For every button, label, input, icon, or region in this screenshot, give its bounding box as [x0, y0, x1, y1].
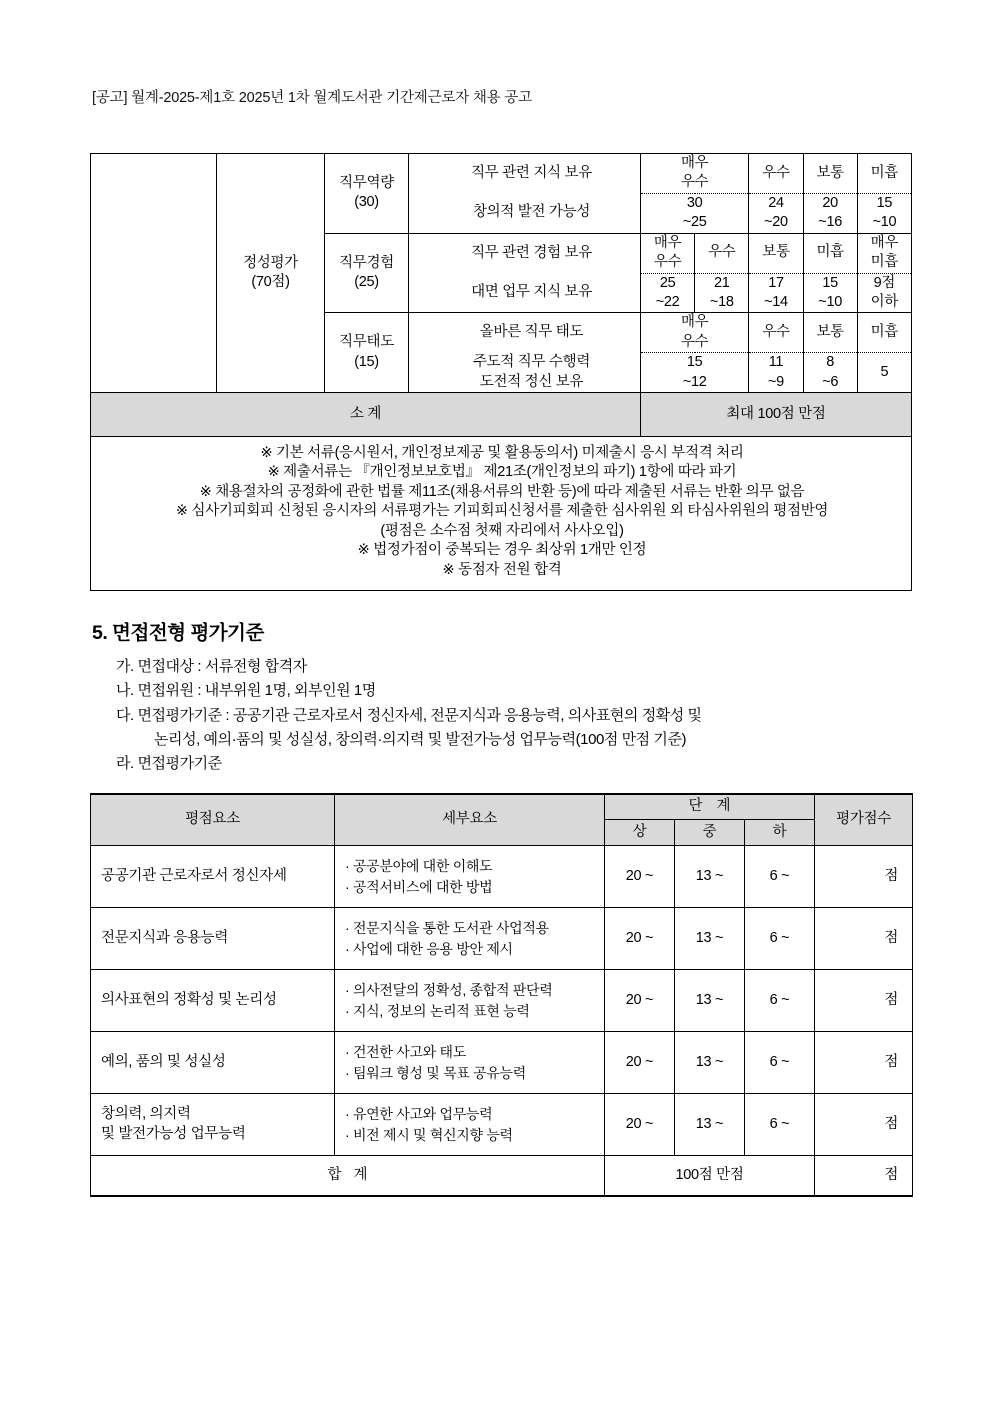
- list-item: [116, 679, 912, 703]
- summary-label: 합 계: [91, 1156, 605, 1196]
- level-label-line1: 보통: [762, 244, 790, 261]
- row-stage-mid: 13 ~: [675, 970, 745, 1032]
- element-line2: 및 발전가능성 업무능력: [101, 1125, 246, 1142]
- note-line: ※ 기본 서류(응시원서, 개인정보제공 및 활용동의서) 미제출시 응시 부적격 처리: [260, 445, 744, 462]
- sub-item: · 의사전달의 정확성, 종합적 판단력: [345, 981, 553, 998]
- evaluation-area-label: 정성평가: [243, 254, 298, 271]
- score-line2: 이하: [870, 293, 899, 310]
- row-sub-elements: [335, 1032, 605, 1094]
- list-item-label: 다. 면접평가기준 : 공공기관 근로자로서 정신자세, 전문지식과 응용능력, 의사표현의 정확성 및: [116, 706, 702, 724]
- score-line1: 15: [686, 354, 703, 371]
- level-label-1-0: [641, 233, 695, 273]
- row-stage-low: 6 ~: [745, 970, 815, 1032]
- row-stage-high: 20 ~: [605, 1094, 675, 1156]
- row-score: 점: [815, 908, 913, 970]
- criterion-cell: 직무 관련 경험 보유: [409, 233, 641, 273]
- level-score-2-3: [857, 353, 911, 393]
- evaluation-area-points: (70점): [251, 274, 290, 291]
- level-label-line2: 우수: [680, 333, 709, 350]
- row-stage-mid: 13 ~: [675, 1032, 745, 1094]
- list-item: [116, 752, 912, 776]
- criterion-cell: 올바른 직무 태도: [409, 313, 641, 353]
- subtotal-label: 소 계: [91, 393, 641, 437]
- element-line1: 전문지식과 응용능력: [101, 929, 229, 946]
- table-header-row: [91, 794, 913, 820]
- level-label-line1: 우수: [762, 324, 790, 341]
- note-line: (평점은 소수점 첫째 자리에서 사사오입): [380, 522, 624, 539]
- score-line2: ~22: [655, 293, 680, 310]
- running-header: [공고] 월계-2025-제1호 2025년 1차 월계도서관 기간제근로자 채용 공고: [92, 90, 532, 106]
- factor-name: 직무경험: [339, 254, 394, 271]
- score-line1: 11: [768, 354, 784, 371]
- sub-item: · 공공분야에 대한 이해도: [345, 857, 493, 874]
- score-line2: ~10: [872, 214, 897, 231]
- level-score-1-1: [695, 273, 749, 313]
- level-score-1-3: [803, 273, 857, 313]
- level-label-0-3: [857, 154, 911, 194]
- sub-item: · 공적서비스에 대한 방법: [345, 878, 493, 895]
- interview-evaluation-table: [90, 793, 913, 1197]
- level-label-line1: 우수: [708, 244, 736, 261]
- row-stage-high: 20 ~: [605, 970, 675, 1032]
- table-row: [91, 154, 912, 194]
- notes-cell: [91, 437, 912, 591]
- row-element: [91, 1032, 335, 1094]
- level-label-line1: 우수: [762, 164, 790, 181]
- header-stage-low: 하: [745, 820, 815, 846]
- level-score-1-2: [749, 273, 803, 313]
- row-stage-high: 20 ~: [605, 846, 675, 908]
- row-stage-low: 6 ~: [745, 1032, 815, 1094]
- level-score-0-2: [803, 193, 857, 233]
- score-line1: 17: [768, 274, 784, 291]
- row-sub-elements: [335, 970, 605, 1032]
- header-stage-high: 상: [605, 820, 675, 846]
- row-element: [91, 846, 335, 908]
- level-label-line1: 미흡: [816, 244, 844, 261]
- row-stage-mid: 13 ~: [675, 1094, 745, 1156]
- sub-item: · 유연한 사고와 업무능력: [345, 1105, 493, 1122]
- level-label-1-4: [857, 233, 911, 273]
- level-label-line1: 보통: [816, 164, 844, 181]
- row-stage-high: 20 ~: [605, 908, 675, 970]
- subtotal-row: [91, 393, 912, 437]
- score-line1: 8: [826, 354, 835, 371]
- header-element: 평점요소: [91, 794, 335, 846]
- element-line1: 창의력, 의지력: [101, 1106, 191, 1123]
- evaluation-area-cell: [217, 154, 325, 393]
- subtotal-value: 최대 100점 만점: [641, 393, 912, 437]
- criterion-cell: 대면 업무 지식 보유: [409, 273, 641, 313]
- sub-item: · 비전 제시 및 혁신지향 능력: [345, 1126, 513, 1143]
- level-score-2-2: [803, 353, 857, 393]
- table-row: [91, 1032, 913, 1094]
- factor-points: (30): [354, 194, 379, 211]
- note-line: ※ 채용절차의 공정화에 관한 법률 제11조(채용서류의 반환 등)에 따라 제출된 서류는 반환 의무 없음: [199, 483, 805, 500]
- row-sub-elements: [335, 908, 605, 970]
- level-label-line2: 우수: [653, 254, 682, 271]
- level-label-0-1: [749, 154, 803, 194]
- list-item-label: 나. 면접위원 : 내부위원 1명, 외부인원 1명: [116, 682, 376, 700]
- element-line1: 의사표현의 정확성 및 논리성: [101, 991, 277, 1008]
- score-line1: 25: [659, 274, 676, 291]
- score-line2: ~20: [764, 214, 788, 231]
- header-stage: 단 계: [605, 794, 815, 820]
- score-line1: 15: [876, 194, 893, 211]
- score-line1: 24: [768, 194, 784, 211]
- level-score-1-4: [857, 273, 911, 313]
- row-element: [91, 970, 335, 1032]
- factor-name: 직무태도: [339, 334, 394, 351]
- score-line1: 15: [822, 274, 838, 291]
- notes-row: [91, 437, 912, 591]
- criterion-cell: 주도적 직무 수행력: [409, 353, 641, 373]
- score-line2: ~25: [682, 214, 707, 231]
- section-5-item-list: [90, 655, 912, 776]
- header-stage-mid: 중: [675, 820, 745, 846]
- level-label-2-1: [749, 313, 803, 353]
- row-stage-high: 20 ~: [605, 1032, 675, 1094]
- section-5-heading: 5. 면접전형 평가기준: [92, 622, 264, 645]
- level-label-1-2: [749, 233, 803, 273]
- list-item: [116, 704, 912, 753]
- sub-item: · 사업에 대한 응용 방안 제시: [345, 940, 513, 957]
- score-line2: ~9: [768, 373, 784, 390]
- list-item-label: 라. 면접평가기준: [116, 755, 222, 773]
- table-row: [91, 846, 913, 908]
- note-line: ※ 제출서류는 『개인정보보호법』 제21조(개인정보의 파기) 1항에 따라 파기: [267, 464, 737, 481]
- level-label-1-1: [695, 233, 749, 273]
- sub-item: · 지식, 정보의 논리적 표현 능력: [345, 1002, 530, 1019]
- level-score-2-0: [641, 353, 749, 393]
- factor-cell-0: [325, 154, 409, 234]
- level-label-line1: 매우: [680, 314, 709, 331]
- row-score: 점: [815, 1032, 913, 1094]
- level-label-2-0: [641, 313, 749, 353]
- level-label-1-3: [803, 233, 857, 273]
- level-label-2-3: [857, 313, 911, 353]
- element-line1: 예의, 품의 및 성실성: [101, 1053, 226, 1070]
- criterion-cell: 직무 관련 지식 보유: [409, 154, 641, 194]
- row-element: [91, 908, 335, 970]
- row-stage-low: 6 ~: [745, 846, 815, 908]
- sub-item: · 팀워크 형성 및 목표 공유능력: [345, 1064, 526, 1081]
- score-line1: 5: [880, 363, 889, 380]
- criterion-cell: 창의적 발전 가능성: [409, 193, 641, 233]
- list-item-continuation: 논리성, 예의·품의 및 성실성, 창의력·의지력 및 발전가능성 업무능력(100점 만점 기준): [154, 730, 687, 748]
- sub-item: · 건전한 사고와 태도: [345, 1043, 466, 1060]
- score-line1: 20: [822, 194, 838, 211]
- level-label-line2: 미흡: [870, 254, 899, 271]
- summary-total: 100점 만점: [605, 1156, 815, 1196]
- level-score-0-0: [641, 193, 749, 233]
- summary-score: 점: [815, 1156, 913, 1196]
- note-line: ※ 동점자 전원 합격: [442, 561, 562, 578]
- row-score: 점: [815, 970, 913, 1032]
- level-label-2-2: [803, 313, 857, 353]
- qualitative-evaluation-table: [90, 153, 912, 591]
- score-line1: 30: [686, 194, 703, 211]
- factor-cell-1: [325, 233, 409, 313]
- table-row: [91, 908, 913, 970]
- level-score-2-1: [749, 353, 803, 393]
- factor-points: (25): [354, 274, 379, 291]
- row-sub-elements: [335, 1094, 605, 1156]
- factor-name: 직무역량: [339, 174, 394, 191]
- row-stage-mid: 13 ~: [675, 908, 745, 970]
- row-element: [91, 1094, 335, 1156]
- level-score-0-3: [857, 193, 911, 233]
- level-label-line1: 매우: [680, 155, 709, 171]
- row-score: 점: [815, 846, 913, 908]
- score-line2: ~6: [822, 373, 839, 390]
- row-score: 점: [815, 1094, 913, 1156]
- row-stage-low: 6 ~: [745, 908, 815, 970]
- score-line1: 9점: [873, 274, 896, 291]
- list-item-label: 가. 면접대상 : 서류전형 합격자: [116, 658, 307, 676]
- level-label-line1: 미흡: [870, 324, 899, 341]
- level-label-0-0: [641, 154, 749, 194]
- level-label-line1: 매우: [653, 234, 682, 251]
- level-label-line1: 보통: [816, 324, 844, 341]
- table-row: [91, 1094, 913, 1156]
- summary-row: [91, 1156, 913, 1196]
- note-line: ※ 법정가점이 중복되는 경우 최상위 1개만 인정: [357, 542, 647, 559]
- row-stage-low: 6 ~: [745, 1094, 815, 1156]
- score-line2: ~12: [682, 373, 707, 390]
- row-sub-elements: [335, 846, 605, 908]
- level-label-line2: 우수: [680, 174, 709, 191]
- criterion-cell: 도전적 정신 보유: [409, 372, 641, 392]
- list-item: [116, 655, 912, 679]
- note-line: ※ 심사기피회피 신청된 응시자의 서류평가는 기피회피신청서를 제출한 심사위원 외 타심사위원의 평점반영: [175, 503, 829, 520]
- score-line2: ~16: [818, 214, 842, 231]
- level-score-1-0: [641, 273, 695, 313]
- level-label-line1: 매우: [870, 234, 899, 251]
- continued-empty-cell: [91, 154, 217, 393]
- table-row: [91, 970, 913, 1032]
- header-sub-element: 세부요소: [335, 794, 605, 846]
- score-line2: ~10: [818, 293, 842, 310]
- factor-cell-2: [325, 313, 409, 393]
- header-score: 평가점수: [815, 794, 913, 846]
- row-stage-mid: 13 ~: [675, 846, 745, 908]
- score-line2: ~18: [709, 293, 734, 310]
- level-label-line1: 미흡: [870, 164, 899, 181]
- level-label-0-2: [803, 154, 857, 194]
- sub-item: · 전문지식을 통한 도서관 사업적용: [345, 919, 549, 936]
- score-line2: ~14: [764, 293, 788, 310]
- factor-points: (15): [354, 353, 379, 370]
- element-line1: 공공기관 근로자로서 정신자세: [101, 867, 287, 884]
- level-score-0-1: [749, 193, 803, 233]
- score-line1: 21: [714, 274, 730, 291]
